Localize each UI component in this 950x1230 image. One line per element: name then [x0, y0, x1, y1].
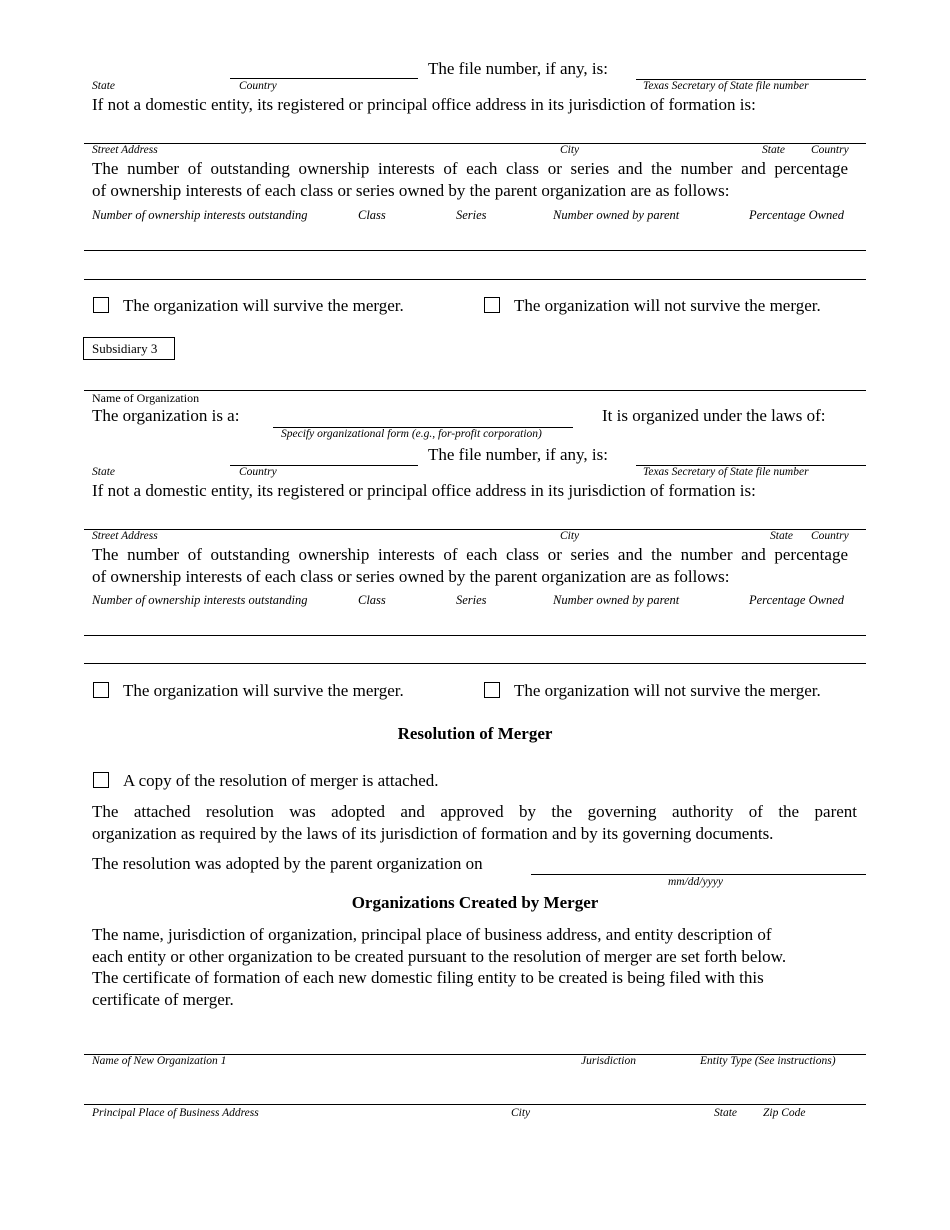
foreign-address-prompt: If not a domestic entity, its registered or principal office address in its jurisdiction of formation is: — [92, 95, 756, 114]
interests-row-line[interactable] — [84, 635, 866, 636]
not-survive-checkbox[interactable] — [484, 682, 500, 698]
country-line[interactable] — [230, 78, 418, 79]
city-label: City — [560, 144, 580, 156]
entity-type-label: Entity Type (See instructions) — [700, 1055, 836, 1067]
state-label-2: State — [770, 530, 793, 542]
state-label: State — [92, 466, 115, 478]
address-line[interactable] — [84, 529, 866, 530]
interests-line-1: The number of outstanding ownership interests of each class or series and the number and percentage — [92, 159, 848, 178]
adopted-line-1: The attached resolution was adopted and approved by the governing authority of the parent — [92, 802, 857, 821]
col-percent: Percentage Owned — [749, 208, 844, 222]
interests-paragraph — [92, 158, 848, 201]
foreign-address-prompt: If not a domestic entity, its registered or principal office address in its jurisdiction of formation is: — [92, 481, 756, 500]
col-outstanding: Number of ownership interests outstanding — [92, 208, 308, 222]
adopted-line-2: organization as required by the laws of its jurisdiction of formation and by its governing documents. — [92, 823, 774, 843]
address-label: Principal Place of Business Address — [92, 1107, 259, 1119]
zip-label: Zip Code — [763, 1107, 806, 1119]
interests-paragraph — [92, 544, 848, 587]
created-line-3: The certificate of formation of each new domestic filing entity to be created is being filed with this — [92, 968, 764, 987]
street-label: Street Address — [92, 530, 158, 542]
country-label-2: Country — [811, 144, 849, 156]
interests-line-1: The number of outstanding ownership interests of each class or series and the number and percentage — [92, 545, 848, 564]
interests-line-2: of ownership interests of each class or series owned by the parent organization are as follows: — [92, 566, 730, 586]
survive-label: The organization will survive the merger. — [123, 296, 404, 315]
resolution-heading: Resolution of Merger — [397, 724, 553, 743]
address-line[interactable] — [84, 143, 866, 144]
org-name-line[interactable] — [84, 390, 866, 391]
col-series: Series — [456, 208, 487, 222]
city-label: City — [560, 530, 580, 542]
col-owned: Number owned by parent — [553, 208, 680, 222]
divider — [84, 279, 866, 280]
subsidiary-3-box: Subsidiary 3 — [83, 337, 175, 360]
state-label-2: State — [762, 144, 785, 156]
created-line-2: each entity or other organization to be created pursuant to the resolution of merger are set forth below. — [92, 946, 787, 966]
col-outstanding: Number of ownership interests outstanding — [92, 593, 308, 607]
date-line[interactable] — [531, 874, 866, 875]
col-series: Series — [456, 593, 487, 607]
copy-attached-label: A copy of the resolution of merger is attached. — [123, 771, 439, 790]
survive-checkbox[interactable] — [93, 682, 109, 698]
date-label: mm/dd/yyyy — [668, 876, 723, 888]
col-class: Class — [358, 208, 386, 222]
created-paragraph — [92, 924, 862, 1010]
jurisdiction-label: Jurisdiction — [581, 1055, 636, 1067]
created-heading: Organizations Created by Merger — [351, 893, 599, 912]
new-org-address-line[interactable] — [84, 1104, 866, 1105]
not-survive-checkbox[interactable] — [484, 297, 500, 313]
survive-label: The organization will survive the merger. — [123, 681, 404, 700]
org-is-prompt: The organization is a: — [92, 406, 240, 425]
divider — [84, 663, 866, 664]
country-label: Country — [239, 466, 277, 478]
not-survive-label: The organization will not survive the merger. — [514, 296, 821, 315]
file-number-prompt: The file number, if any, is: — [428, 59, 608, 78]
state-label: State — [92, 80, 115, 92]
created-line-1: The name, jurisdiction of organization, principal place of business address, and entity description of — [92, 925, 772, 944]
not-survive-label: The organization will not survive the merger. — [514, 681, 821, 700]
city-label: City — [511, 1107, 531, 1119]
copy-attached-checkbox[interactable] — [93, 772, 109, 788]
created-line-4: certificate of merger. — [92, 989, 234, 1009]
file-number-label: Texas Secretary of State file number — [643, 80, 809, 92]
org-form-label: Specify organizational form (e.g., for-profit corporation) — [281, 428, 542, 440]
file-number-prompt: The file number, if any, is: — [428, 445, 608, 464]
new-org-name-label: Name of New Organization 1 — [92, 1055, 227, 1067]
file-number-label: Texas Secretary of State file number — [643, 466, 809, 478]
state-label: State — [714, 1107, 737, 1119]
laws-prompt: It is organized under the laws of: — [602, 406, 826, 425]
col-owned: Number owned by parent — [553, 593, 680, 607]
adopted-paragraph — [92, 801, 857, 844]
street-label: Street Address — [92, 144, 158, 156]
interests-line-2: of ownership interests of each class or series owned by the parent organization are as follows: — [92, 180, 730, 200]
org-name-label: Name of Organization — [92, 391, 200, 405]
interests-row-line[interactable] — [84, 250, 866, 251]
survive-checkbox[interactable] — [93, 297, 109, 313]
country-label: Country — [239, 80, 277, 92]
date-prompt: The resolution was adopted by the parent organization on — [92, 854, 483, 873]
col-percent: Percentage Owned — [749, 593, 844, 607]
country-label-2: Country — [811, 530, 849, 542]
col-class: Class — [358, 593, 386, 607]
